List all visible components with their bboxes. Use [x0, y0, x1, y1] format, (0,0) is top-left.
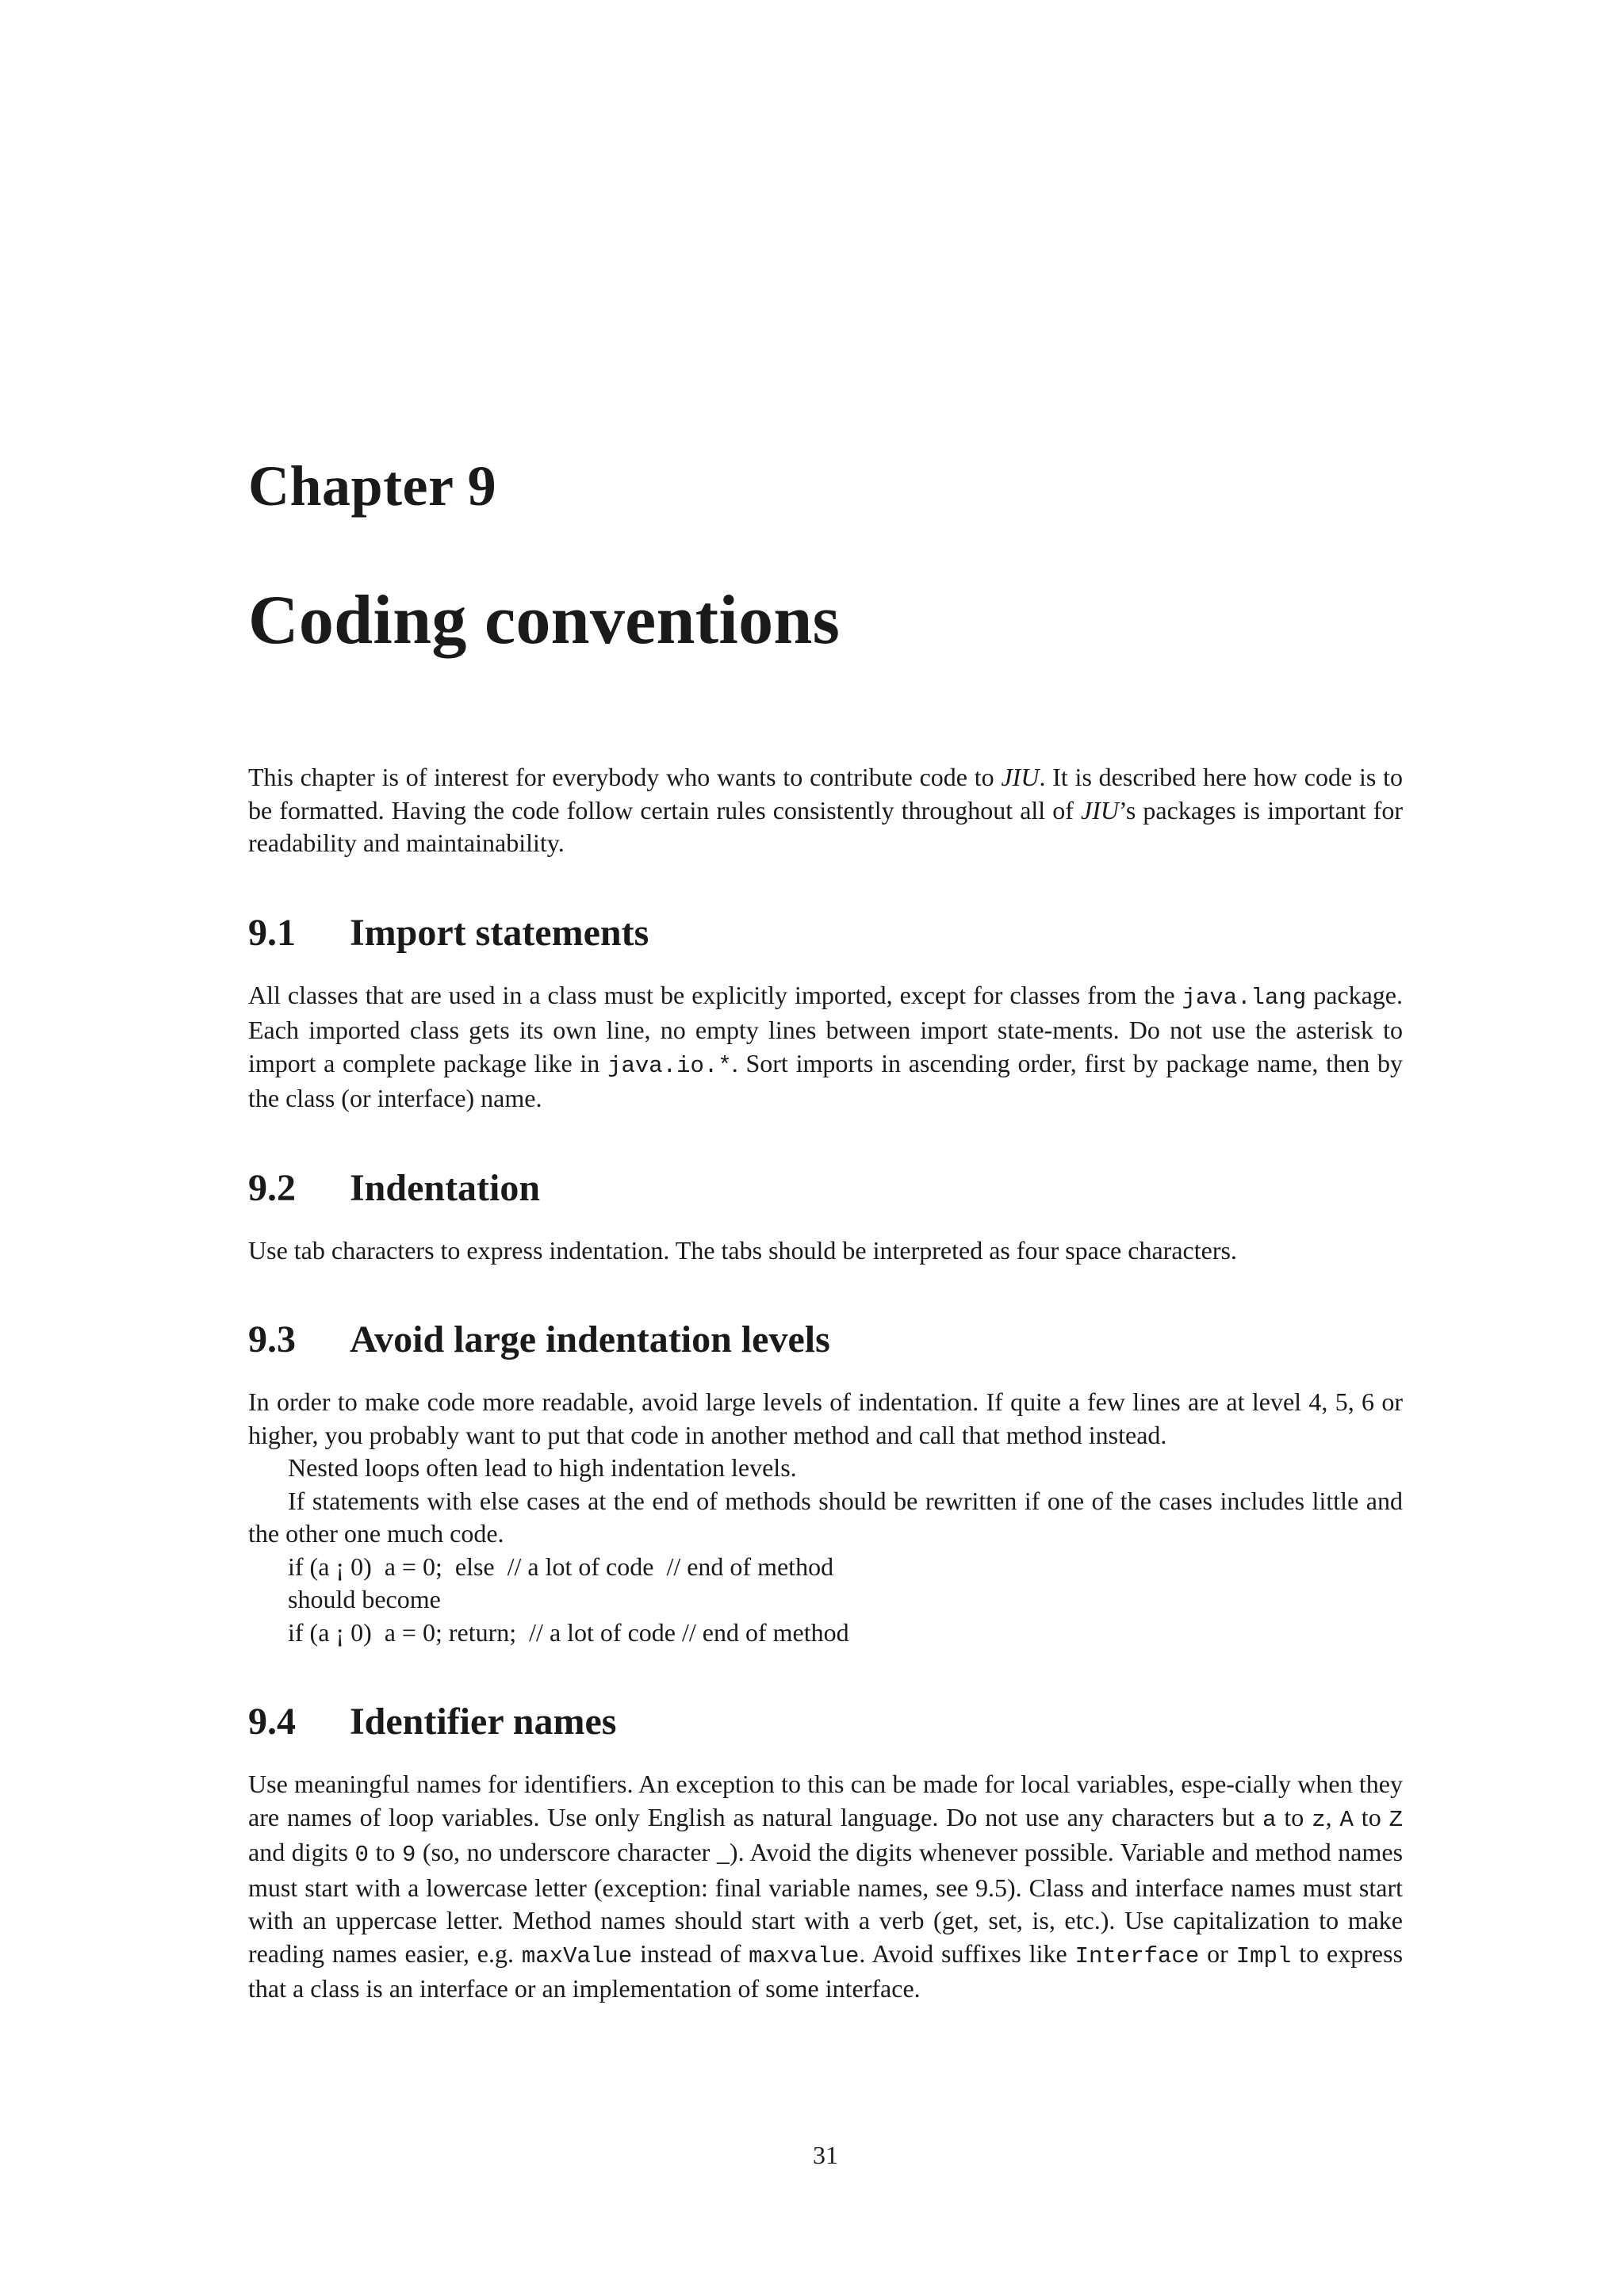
section-number: 9.4: [248, 1701, 296, 1743]
section-9-4-paragraph: Use meaningful names for identifiers. An exception to this can be made for local variables, espe-cially when they are names of loop variables. Use only English as natural language. Do not use any characters but a to z, A to Z and digits 0 to 9 (so, no underscore character _). Avoid the digits whenever possible. Variable and method names must start with a lowercase letter (exception: final variable names, see 9.5). Class and interface names must start with an uppercase letter. Method names should start with a verb (get, set, is, etc.). Use capitalization to make reading names easier, e.g. maxValue instead of maxvalue. Avoid suffixes like Interface or Impl to express that a class is an interface or an implementation of some interface.: [248, 1770, 1404, 2003]
section-heading-9-3: [248, 1318, 1403, 1362]
section-9-1-paragraph: All classes that are used in a class must be explicitly imported, except for classes from the java.lang package. Each imported class gets its own line, no empty lines between import state-ments. Do not use the asterisk to import a complete package like in java.io.*. Sort imports in ascending order, first by package name, then by the class (or interface) name.: [248, 980, 1404, 1112]
section-heading-9-2: [248, 1166, 1403, 1211]
section-number: 9.1: [248, 911, 296, 954]
jiu-emphasis: JIU: [1001, 763, 1040, 791]
section-9-3-paragraph: In order to make code more readable, avoid large levels of indentation. If quite a few lines are at level 4, 5, 6 or higher, you probably want to put that code in another method and call that method instead.: [248, 1387, 1403, 1449]
section-number: 9.2: [248, 1166, 296, 1209]
document-page: [248, 0, 1403, 2296]
code-inline: Impl: [1235, 1942, 1292, 1969]
section-heading-9-4: [248, 1700, 1403, 1744]
code-inline: A: [1339, 1806, 1354, 1833]
code-inline: Z: [1388, 1806, 1404, 1833]
section-title: Avoid large indentation levels: [350, 1318, 830, 1360]
code-inline: java.lang: [1182, 984, 1307, 1011]
section-title: Identifier names: [350, 1701, 617, 1743]
code-inline: Interface: [1074, 1942, 1200, 1969]
code-inline: 9: [401, 1842, 416, 1868]
chapter-label: Chapter 9: [248, 454, 497, 518]
section-title: Indentation: [350, 1166, 541, 1209]
section-heading-9-1: [248, 911, 1403, 955]
intro-paragraph: This chapter is of interest for everybody who wants to contribute code to JIU. It is described here how code is to be formatted. Having the code follow certain rules consistently throughout all of JIU’s packages is important for readability and maintainability.: [248, 763, 1404, 857]
code-inline: a: [1262, 1806, 1277, 1833]
underscore-char: _: [716, 1838, 730, 1866]
section-9-2-paragraph: Use tab characters to express indentation. The tabs should be interpreted as four space characters.: [248, 1235, 1237, 1265]
code-example-line: should become: [288, 1585, 441, 1613]
code-inline: maxvalue: [749, 1942, 860, 1969]
code-example-line: if (a ¡ 0) a = 0; return; // a lot of code // end of method: [288, 1617, 849, 1647]
code-inline: z: [1312, 1806, 1326, 1833]
page-number: 31: [813, 2141, 838, 2169]
code-inline: maxValue: [521, 1942, 633, 1969]
section-9-3-paragraph: Nested loops often lead to high indentation levels.: [288, 1453, 797, 1482]
section-9-3-paragraph: If statements with else cases at the end of methods should be rewritten if one of the cases includes little and the other one much code.: [248, 1486, 1403, 1548]
chapter-body: [248, 761, 1403, 2006]
code-example-line: if (a ¡ 0) a = 0; else // a lot of code // end of method: [288, 1552, 834, 1581]
jiu-emphasis: JIU: [1081, 795, 1119, 825]
section-title: Import statements: [350, 911, 649, 954]
section-number: 9.3: [248, 1318, 296, 1360]
code-inline: java.io.*: [607, 1052, 732, 1079]
code-inline: 0: [354, 1842, 369, 1868]
chapter-title: Coding conventions: [248, 582, 841, 659]
